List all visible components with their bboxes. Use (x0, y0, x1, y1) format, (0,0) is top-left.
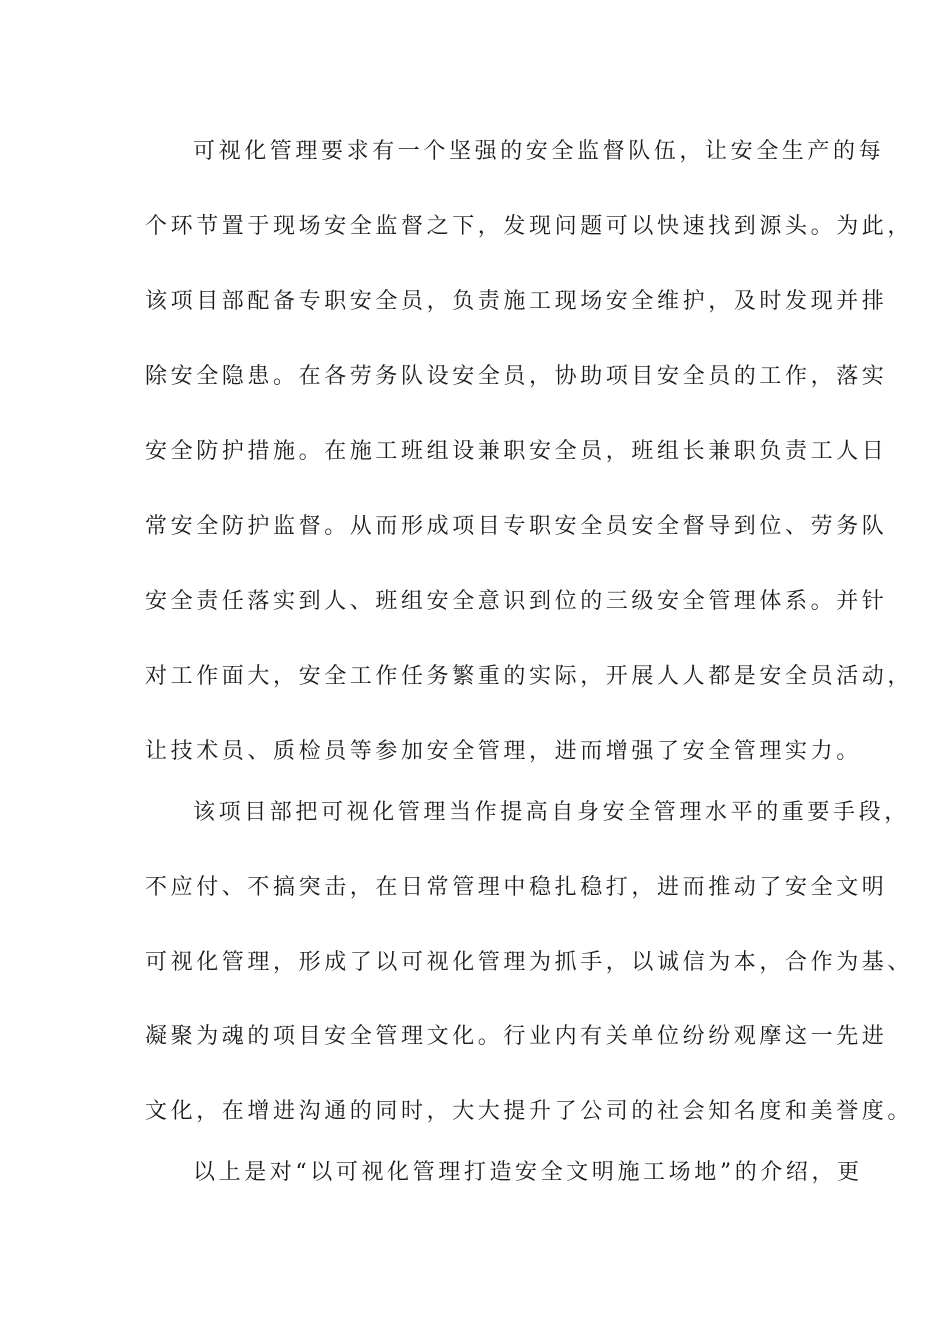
paragraph-1-line-7: 安全责任落实到人、班组安全意识到位的三级安全管理体系。并针 (145, 589, 888, 614)
paragraph-3-line-1: 以上是对“以可视化管理打造安全文明施工场地”的介绍，更 (193, 1160, 863, 1185)
paragraph-2-line-4: 凝聚为魂的项目安全管理文化。行业内有关单位纷纷观摩这一先进 (145, 1024, 888, 1049)
paragraph-1-line-5: 安全防护措施。在施工班组设兼职安全员，班组长兼职负责工人日 (145, 439, 888, 464)
paragraph-1-line-4: 除安全隐患。在各劳务队设安全员，协助项目安全员的工作，落实 (145, 364, 888, 389)
paragraph-1-line-2: 个环节置于现场安全监督之下，发现问题可以快速找到源头。为此， (145, 214, 914, 239)
paragraph-1-line-8: 对工作面大，安全工作任务繁重的实际，开展人人都是安全员活动， (145, 664, 914, 689)
paragraph-2-line-1: 该项目部把可视化管理当作提高自身安全管理水平的重要手段， (193, 800, 910, 825)
paragraph-2-line-3: 可视化管理，形成了以可视化管理为抓手，以诚信为本，合作为基、 (145, 950, 914, 975)
paragraph-1-line-6: 常安全防护监督。从而形成项目专职安全员安全督导到位、劳务队 (145, 514, 888, 539)
paragraph-1-line-9: 让技术员、质检员等参加安全管理，进而增强了安全管理实力。 (145, 739, 862, 764)
paragraph-2-line-2: 不应付、不搞突击，在日常管理中稳扎稳打，进而推动了安全文明 (145, 875, 888, 900)
paragraph-2-line-5: 文化，在增进沟通的同时，大大提升了公司的社会知名度和美誉度。 (145, 1099, 914, 1124)
paragraph-1-line-1: 可视化管理要求有一个坚强的安全监督队伍，让安全生产的每 (193, 139, 885, 164)
paragraph-1-line-3: 该项目部配备专职安全员，负责施工现场安全维护，及时发现并排 (145, 289, 888, 314)
